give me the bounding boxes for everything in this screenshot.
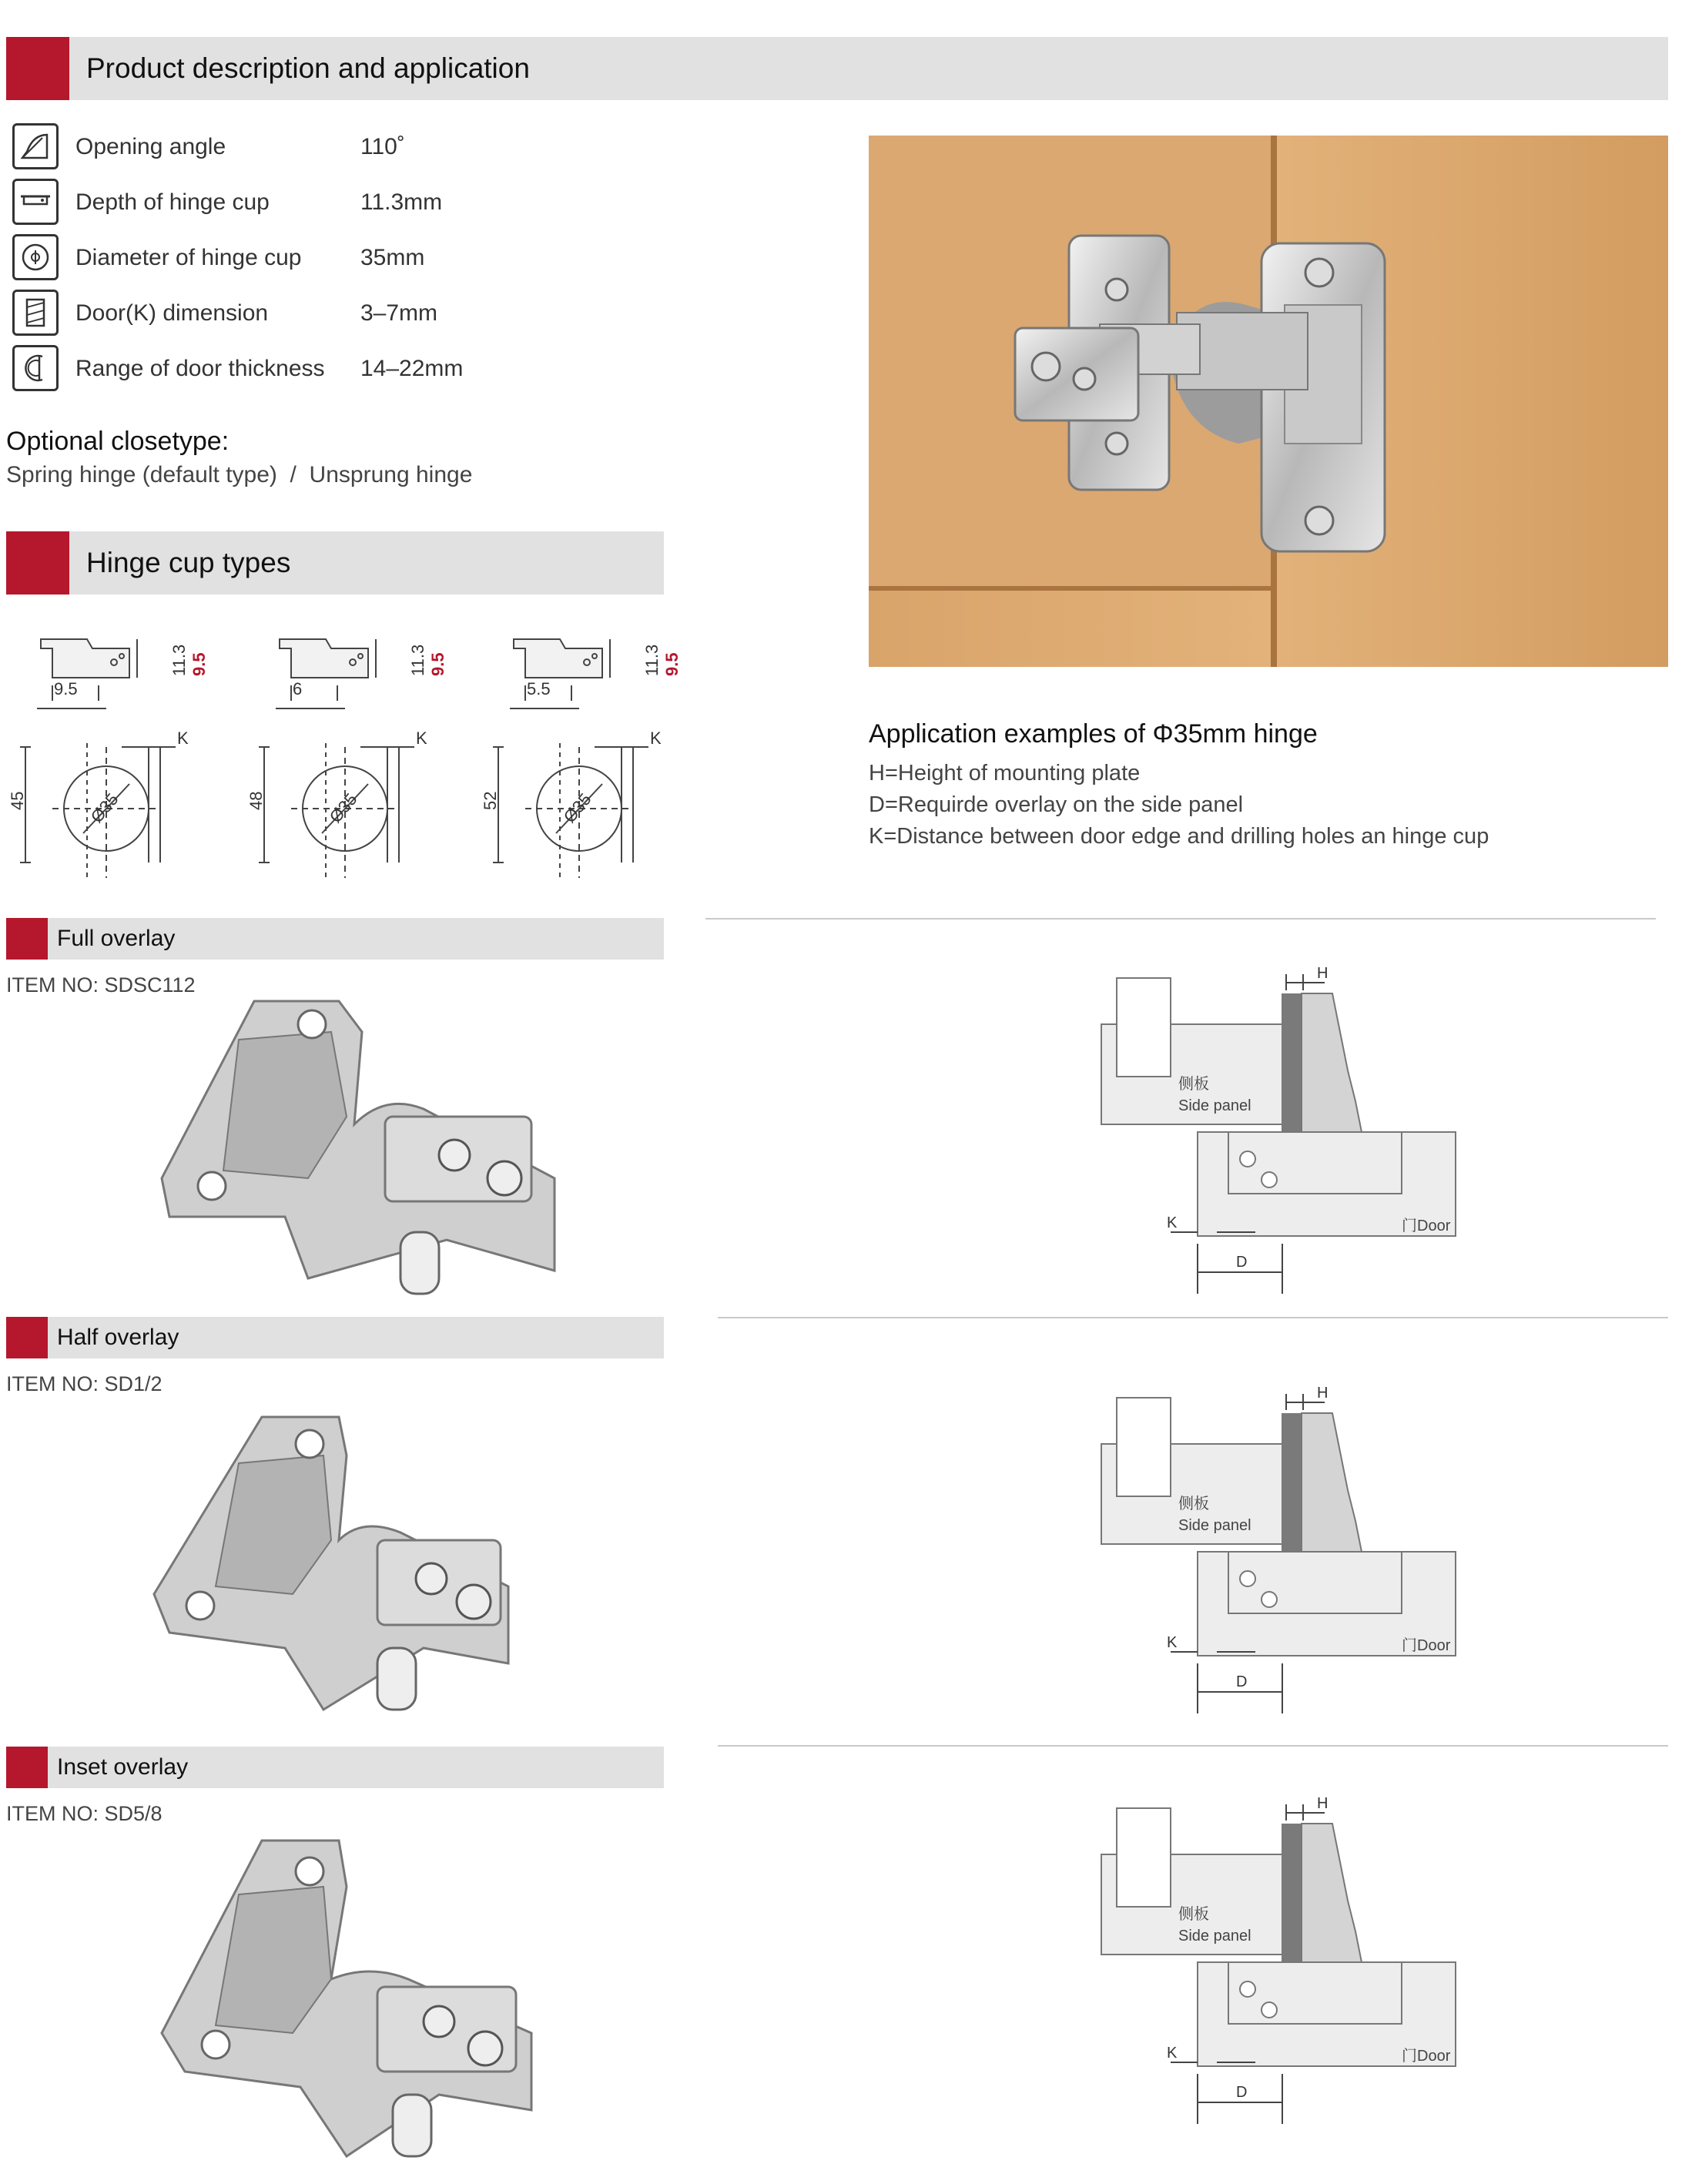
- overlay-diagram-inset: [1094, 1793, 1463, 2139]
- cup-offset-label: 6: [293, 679, 303, 698]
- cup-type-drawing-1: [6, 631, 230, 886]
- diagram-door-en: Door: [1417, 1218, 1451, 1234]
- closetype-title: Optional closetype:: [6, 427, 230, 456]
- application-line: H=Height of mounting plate: [869, 761, 1141, 786]
- cup-type-drawing-3: [479, 631, 702, 886]
- cup-depth2-label: 9.5: [662, 652, 682, 676]
- diagram-door-cn: 门: [1402, 2048, 1417, 2065]
- section-header-product: [6, 37, 1668, 100]
- spec-label: Diameter of hinge cup: [75, 245, 302, 270]
- diagram-side-en: Side panel: [1178, 1097, 1251, 1114]
- application-line: K=Distance between door edge and drilling holes an hinge cup: [869, 824, 1489, 849]
- diagram-k-label: K: [1167, 1634, 1178, 1651]
- diagram-d-label: D: [1236, 2084, 1248, 2101]
- cup-k-label: K: [650, 729, 662, 748]
- door-dimension-icon: [12, 290, 59, 336]
- diagram-side-cn: 侧板: [1178, 1906, 1209, 1923]
- accent-block: [6, 1747, 48, 1788]
- item-number: ITEM NO: SDSC112: [6, 973, 196, 997]
- diagram-h-label: H: [1317, 965, 1329, 982]
- spec-value: 35mm: [360, 245, 425, 270]
- divider: [718, 1745, 1668, 1747]
- cup-k-label: K: [177, 729, 189, 748]
- overlay-header-inset: [6, 1747, 664, 1788]
- cup-k-label: K: [416, 729, 427, 748]
- diagram-side-cn: 侧板: [1178, 1076, 1209, 1093]
- spec-label: Opening angle: [75, 134, 226, 159]
- hinge-product-image: [154, 986, 570, 1309]
- closetype-options: Spring hinge (default type) / Unsprung hinge: [6, 462, 473, 487]
- diagram-k-label: K: [1167, 2045, 1178, 2062]
- section-title: Hinge cup types: [86, 547, 291, 578]
- application-line: D=Requirde overlay on the side panel: [869, 792, 1244, 817]
- hinge-product-image: [146, 1825, 562, 2164]
- cup-offset-label: 9.5: [54, 679, 78, 698]
- cup-type-drawing-2: [245, 631, 468, 886]
- hinge-product-image: [146, 1402, 547, 1725]
- spec-label: Door(K) dimension: [75, 300, 269, 326]
- spec-value: 3–7mm: [360, 300, 438, 326]
- cup-depth2-label: 9.5: [428, 652, 447, 676]
- overlay-diagram-half: [1094, 1382, 1463, 1729]
- diagram-d-label: D: [1236, 1254, 1248, 1271]
- cup-height-label: 52: [481, 791, 500, 810]
- diagram-door-cn: 门: [1402, 1637, 1417, 1654]
- section-title: Product description and application: [86, 52, 530, 84]
- divider: [705, 918, 1656, 919]
- overlay-title: Full overlay: [57, 926, 176, 951]
- overlay-title: Inset overlay: [57, 1754, 189, 1780]
- overlay-diagram-full: [1094, 963, 1463, 1309]
- cup-offset-label: 5.5: [527, 679, 551, 698]
- overlay-title: Half overlay: [57, 1325, 179, 1350]
- diagram-side-en: Side panel: [1178, 1517, 1251, 1534]
- diagram-k-label: K: [1167, 1214, 1178, 1231]
- spec-label: Depth of hinge cup: [75, 189, 270, 215]
- cup-depth-label: 11.3: [408, 644, 427, 676]
- hinge-product-photo: [869, 136, 1668, 667]
- cup-diameter-label: Ø35: [86, 789, 122, 827]
- spec-value: 11.3mm: [360, 189, 443, 215]
- cup-diameter-icon: [12, 234, 59, 280]
- cup-depth-label: 11.3: [642, 644, 662, 676]
- diagram-door-cn: 门: [1402, 1218, 1417, 1234]
- overlay-header-half: [6, 1317, 664, 1358]
- spec-value: 14–22mm: [360, 356, 464, 381]
- item-number: ITEM NO: SD1/2: [6, 1372, 163, 1395]
- accent-block: [6, 1317, 48, 1358]
- divider: [718, 1317, 1668, 1318]
- accent-block: [6, 531, 69, 595]
- accent-block: [6, 918, 48, 960]
- diagram-door-en: Door: [1417, 2048, 1451, 2065]
- cup-diameter-label: Ø35: [559, 789, 595, 827]
- spec-label: Range of door thickness: [75, 356, 325, 381]
- cup-diameter-label: Ø35: [325, 789, 361, 827]
- cup-height-label: 48: [246, 791, 266, 810]
- diagram-side-en: Side panel: [1178, 1928, 1251, 1944]
- hinge-cup-depth-icon: [12, 179, 59, 225]
- spec-value: 110˚: [360, 134, 405, 159]
- opening-angle-icon: [12, 123, 59, 169]
- diagram-door-en: Door: [1417, 1637, 1451, 1654]
- item-number: ITEM NO: SD5/8: [6, 1802, 163, 1825]
- section-header-cup-types: [6, 531, 664, 595]
- diagram-h-label: H: [1317, 1795, 1329, 1812]
- cup-height-label: 45: [8, 791, 27, 810]
- accent-block: [6, 37, 69, 100]
- application-title: Application examples of Φ35mm hinge: [869, 719, 1318, 749]
- diagram-side-cn: 侧板: [1178, 1496, 1209, 1512]
- diagram-h-label: H: [1317, 1385, 1329, 1402]
- overlay-header-full: [6, 918, 664, 960]
- cup-depth2-label: 9.5: [189, 652, 209, 676]
- door-thickness-icon: [12, 345, 59, 391]
- diagram-d-label: D: [1236, 1673, 1248, 1690]
- cup-depth-label: 11.3: [169, 644, 189, 676]
